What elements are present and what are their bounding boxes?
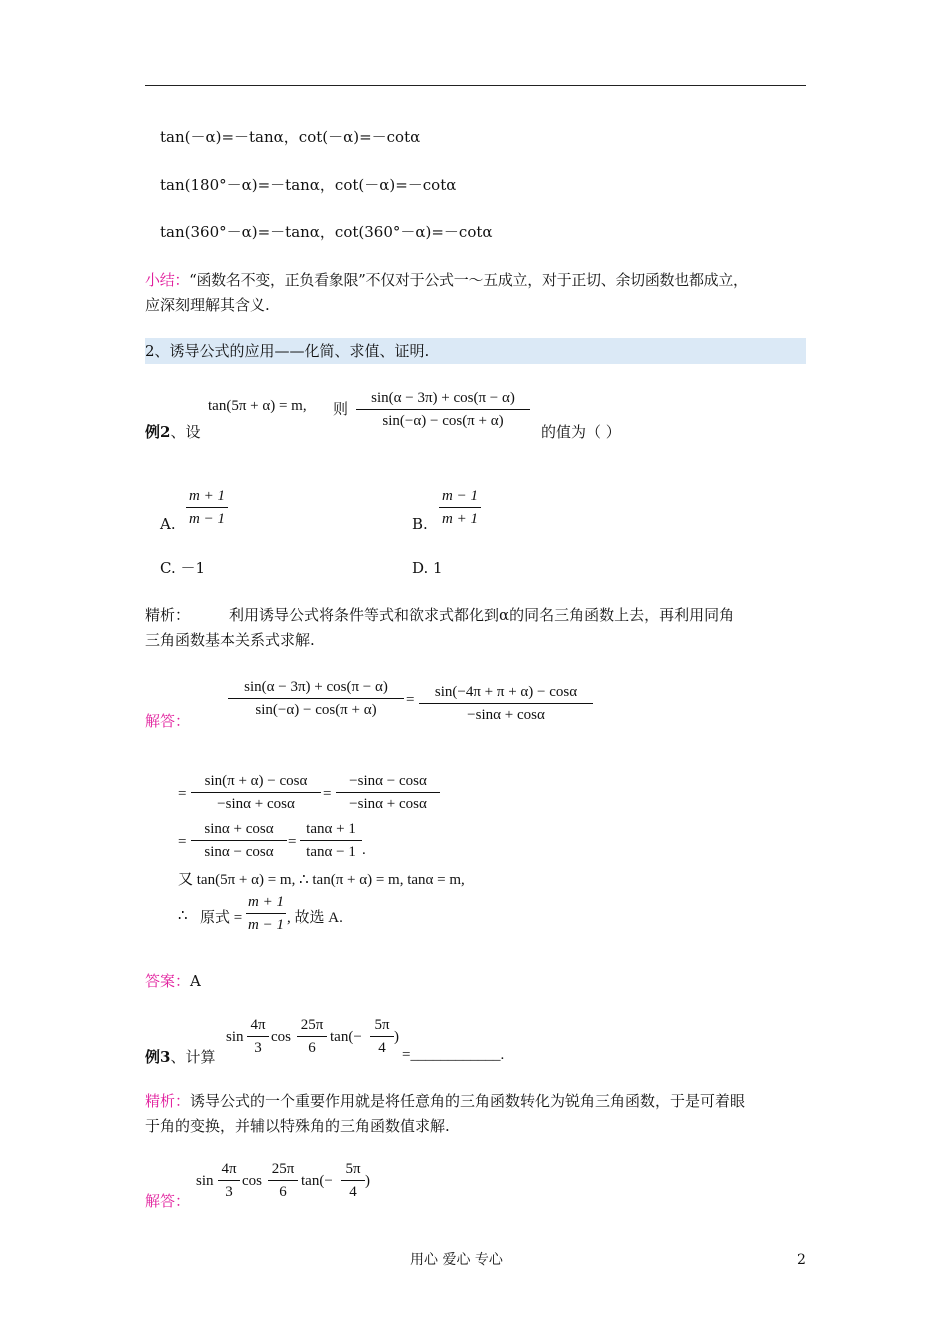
option-d-key: D. <box>412 559 429 577</box>
step1-lhs-numerator: sin(α − 3π) + cos(π − α) <box>244 679 388 695</box>
fraction-bar <box>191 840 287 841</box>
example-2-answer-label: 解答： <box>145 712 191 730</box>
ex3-ans-frac-3-numerator: 5π <box>345 1161 361 1177</box>
step2-b <box>336 772 440 813</box>
equals-sign: = <box>178 834 187 850</box>
example-2-label <box>145 422 200 442</box>
summary-label: 小结： <box>145 271 190 289</box>
ex3-ans-frac-1 <box>218 1160 240 1201</box>
ex3-frac-2-denominator: 6 <box>308 1040 316 1056</box>
summary-line-2: 应深刻理解其含义. <box>145 296 270 314</box>
ex3-ans-frac-1-denominator: 3 <box>225 1184 233 1200</box>
step3-period: . <box>362 842 366 858</box>
example-2-question-tail: 的值为（ ） <box>541 423 621 441</box>
ex3-frac-2 <box>297 1016 327 1057</box>
ex3-frac-1 <box>247 1016 269 1057</box>
step1-rhs <box>419 683 593 724</box>
fraction-bar <box>297 1036 327 1037</box>
ex3-ans-frac-3-denominator: 4 <box>349 1184 357 1200</box>
step2-a <box>191 772 321 813</box>
option-c <box>160 558 205 578</box>
close-paren: ) <box>394 1029 399 1045</box>
final-answer-value: A <box>190 972 201 990</box>
fraction-bar <box>218 1180 240 1181</box>
example-2-expr-numerator: sin(α − 3π) + cos(π − α) <box>371 390 515 406</box>
formula-line-1: tan(－α)=－tanα，cot(－α)=－cotα <box>160 128 421 146</box>
result-numerator: m + 1 <box>248 894 284 910</box>
header-rule <box>145 85 806 86</box>
ex3-frac-3-numerator: 5π <box>374 1017 390 1033</box>
step2-b-denominator: −sinα + cosα <box>349 796 427 812</box>
also-line: 又 tan(5π + α) = m, ∴ tan(π + α) = m, tanα = m, <box>178 872 465 888</box>
ex3-ans-frac-2 <box>268 1160 298 1201</box>
example-2-expr-denominator: sin(−α) − cos(π + α) <box>382 413 504 429</box>
fraction-bar <box>268 1180 298 1181</box>
result-denominator: m − 1 <box>248 917 284 933</box>
option-a-key: A. <box>160 515 176 533</box>
step2-a-denominator: −sinα + cosα <box>217 796 295 812</box>
example-3-analysis-line-1 <box>145 1091 745 1111</box>
option-a-denominator: m − 1 <box>189 511 225 527</box>
option-d <box>412 558 443 578</box>
formula-line-3: tan(360°－α)=－tanα，cot(360°－α)=－cotα <box>160 223 493 241</box>
example-2-analysis-line-1: 利用诱导公式将条件等式和欲求式都化到α的同名三角函数上去，再利用同角 <box>229 606 735 624</box>
option-b-key: B. <box>412 515 428 533</box>
cos-label: cos <box>271 1029 291 1045</box>
ex3-frac-1-denominator: 3 <box>254 1040 262 1056</box>
step3-a <box>191 820 287 861</box>
option-c-key: C. <box>160 559 176 577</box>
ex3-ans-frac-1-numerator: 4π <box>221 1161 237 1177</box>
example-2-then: 则 <box>333 400 349 418</box>
formula-line-2: tan(180°－α)=－tanα，cot(－α)=－cotα <box>160 176 457 194</box>
option-c-value: －1 <box>180 559 206 577</box>
step3-a-numerator: sinα + cosα <box>204 821 274 837</box>
close-paren: ) <box>365 1173 370 1189</box>
answer-blank: =____________. <box>402 1047 505 1063</box>
original-expr-label: 原式 = <box>200 910 243 926</box>
fraction-bar <box>439 507 481 508</box>
footer-center: 用心 爱心 专心 <box>410 1252 503 1268</box>
ex3-frac-1-numerator: 4π <box>250 1017 266 1033</box>
option-d-value: 1 <box>433 559 443 577</box>
step2-b-numerator: −sinα − cosα <box>349 773 427 789</box>
ex3-frac-2-numerator: 25π <box>300 1017 324 1033</box>
fraction-bar <box>191 792 321 793</box>
equals-sign: = <box>178 786 187 802</box>
fraction-bar <box>356 409 530 410</box>
step3-b <box>300 820 362 861</box>
example-2-expression <box>356 389 530 430</box>
fraction-bar <box>419 703 593 704</box>
sin-label: sin <box>226 1029 244 1045</box>
option-b-fraction <box>439 487 481 528</box>
step2-a-numerator: sin(π + α) − cosα <box>204 773 308 789</box>
final-answer-label: 答案： <box>145 972 191 990</box>
option-a-fraction <box>186 487 228 528</box>
example-2-analysis-line-2: 三角函数基本关系式求解. <box>145 631 315 649</box>
example-3-answer-label: 解答： <box>145 1192 191 1210</box>
option-b-numerator: m − 1 <box>442 488 478 504</box>
step3-a-denominator: sinα − cosα <box>204 844 274 860</box>
example-3-analysis-line-2: 于角的变换，并辅以特殊角的三角函数值求解. <box>145 1117 450 1135</box>
example-3-analysis-label: 精析： <box>145 1092 191 1110</box>
example-2-number: 例2 <box>145 423 171 441</box>
tan-label: tan(− <box>330 1029 362 1045</box>
fraction-bar <box>370 1036 394 1037</box>
step3-b-denominator: tanα − 1 <box>306 844 356 860</box>
step1-lhs <box>228 678 404 719</box>
therefore-symbol: ∴ <box>178 908 188 924</box>
equals-sign: = <box>323 786 332 802</box>
option-a-numerator: m + 1 <box>189 488 225 504</box>
option-b-denominator: m + 1 <box>442 511 478 527</box>
equals-sign: = <box>406 692 415 708</box>
fraction-bar <box>186 507 228 508</box>
ex3-ans-frac-2-denominator: 6 <box>279 1184 287 1200</box>
page-number: 2 <box>797 1252 806 1268</box>
choose-a: , 故选 A. <box>287 910 343 926</box>
step1-rhs-denominator: −sinα + cosα <box>467 707 545 723</box>
example-2-sep: 、设 <box>170 423 201 441</box>
summary-text-1: “函数名不变，正负看象限”不仅对于公式一～五成立，对于正切、余切函数也都成立， <box>189 271 748 289</box>
example-3-analysis-text: 诱导公式的一个重要作用就是将任意角的三角函数转化为锐角三角函数，于是可着眼 <box>190 1092 746 1110</box>
tan-label: tan(− <box>301 1173 333 1189</box>
section-title: 2、诱导公式的应用——化简、求值、证明. <box>145 342 430 360</box>
example-2-given: tan(5π + α) = m, <box>208 398 307 414</box>
fraction-bar <box>247 1036 269 1037</box>
ex3-frac-3 <box>370 1016 394 1057</box>
fraction-bar <box>336 792 440 793</box>
example-2-final-answer <box>145 971 201 991</box>
fraction-bar <box>300 840 362 841</box>
fraction-bar <box>228 698 404 699</box>
summary-line-1 <box>145 270 815 290</box>
fraction-bar <box>341 1180 365 1181</box>
sin-label: sin <box>196 1173 214 1189</box>
example-2-analysis-label: 精析： <box>145 606 191 624</box>
step1-lhs-denominator: sin(−α) − cos(π + α) <box>255 702 377 718</box>
ex3-ans-frac-3 <box>341 1160 365 1201</box>
step1-rhs-numerator: sin(−4π + π + α) − cosα <box>434 684 578 700</box>
equals-sign: = <box>288 834 297 850</box>
fraction-bar <box>246 913 286 914</box>
result-fraction <box>246 893 286 934</box>
example-3-number: 例3 <box>145 1048 171 1066</box>
step3-b-numerator: tanα + 1 <box>306 821 356 837</box>
cos-label: cos <box>242 1173 262 1189</box>
ex3-frac-3-denominator: 4 <box>378 1040 386 1056</box>
ex3-ans-frac-2-numerator: 25π <box>271 1161 295 1177</box>
example-3-label <box>145 1047 215 1067</box>
example-3-sep: 、计算 <box>170 1048 216 1066</box>
